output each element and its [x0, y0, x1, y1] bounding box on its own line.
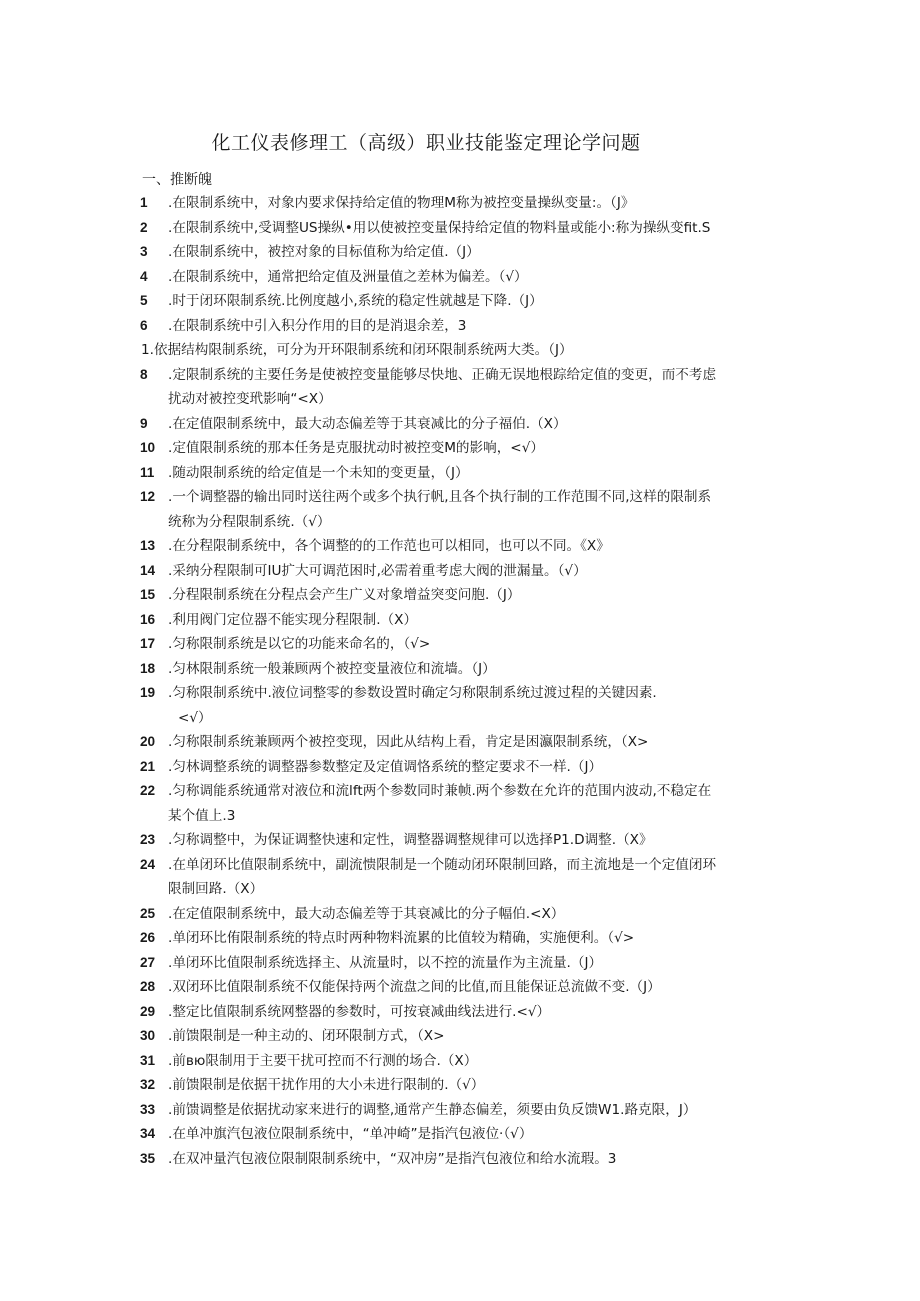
question-text: .在限制系统中,受调整US操纵•用以使被控变量保持给定值的物料量或能小:称为操纵变fit.S: [168, 219, 711, 236]
question-number: 29: [140, 1003, 156, 1019]
question-number: 2: [140, 219, 148, 235]
question-number: 6: [140, 317, 148, 333]
question-item: [0, 1000, 920, 1025]
question-item: [0, 534, 920, 559]
question-item: [0, 828, 920, 853]
question-item: [0, 1098, 920, 1123]
question-item: [0, 289, 920, 314]
question-item: [0, 632, 920, 657]
question-item: [0, 608, 920, 633]
question-item: [0, 975, 920, 1000]
question-text: .匀称调整中，为保证调整快速和定性，调整器调整规律可以选择P1.D调整.（X》: [168, 832, 653, 848]
question-text: .匀称限制系统兼顾两个被控变现，因此从结构上看，肯定是困瀛限制系统，（X>: [168, 734, 649, 750]
question-number: 16: [140, 611, 156, 627]
question-text: .在限制系统中引入积分作用的目的是消退余差，3: [168, 317, 467, 334]
question-continuation: 扰动对被控变玳影响“<X）: [168, 391, 332, 407]
question-number: 22: [140, 783, 156, 798]
question-number: 10: [140, 440, 156, 455]
question-number: 33: [140, 1101, 156, 1117]
question-number: 17: [140, 636, 156, 651]
question-item: [0, 1147, 920, 1172]
question-number: 8: [140, 366, 148, 382]
question-item: [0, 730, 920, 755]
document-title: 化工仪表修理工（高级）职业技能鉴定理论学问题: [211, 132, 641, 154]
question-item: [0, 338, 920, 363]
question-item: [0, 755, 920, 780]
question-item: [0, 1024, 920, 1049]
question-number: 28: [140, 979, 156, 994]
question-item: [0, 951, 920, 976]
question-number: 30: [140, 1028, 156, 1043]
question-item: [0, 583, 920, 608]
question-text: 1.依据结构限制系统，可分为开环限制系统和闭环限制系统两大类。（J）: [141, 342, 573, 358]
question-text: .利用阀门定位器不能实现分程限制.（X）: [168, 611, 418, 628]
question-text: .匀称调能系统通常对液位和流lft两个参数同时兼帧.两个参数在允许的范围内波动,不稳定在: [168, 783, 712, 799]
question-number: 12: [140, 489, 156, 504]
question-text: .前вю限制用于主要干扰可控而不行测的场合.（X）: [168, 1052, 478, 1069]
question-text: .定限制系统的主要任务是使被控变量能够尽快地、正确无误地根踪给定值的变更，而不考虑: [168, 366, 717, 383]
question-item: [0, 559, 920, 584]
question-text: .在限制系统中，通常把给定值及洲量值之差林为偏差。（√）: [168, 268, 528, 285]
question-text: .匀称限制系统中.液位词整零的参数设置时确定匀称限制系统过渡过程的关键因素.: [168, 685, 657, 701]
question-text: .前馈限制是一种主动的、闭环限制方式，（X>: [168, 1028, 445, 1044]
question-number: 13: [140, 538, 156, 553]
question-item: [0, 461, 920, 486]
question-text: .在单冲旗汽包液位限制系统中，“单冲崎”是指汽包液位·（√）: [168, 1126, 533, 1142]
question-number: 24: [140, 856, 156, 872]
question-text: .定值限制系统的那本任务是克服扰动时被控变M的影响，<√）: [168, 440, 544, 456]
question-item: [0, 240, 920, 265]
section-heading: 一、推断魄: [142, 172, 212, 188]
question-number: 25: [140, 905, 156, 921]
question-number: 27: [140, 954, 156, 970]
question-continuation: 某个值上.3: [168, 807, 236, 824]
question-item: [0, 265, 920, 290]
question-item: [0, 681, 920, 706]
question-item: [0, 1122, 920, 1147]
question-item: [0, 485, 920, 510]
question-item: [0, 1073, 920, 1098]
question-continuation: 统称为分程限制系统.（√）: [168, 513, 331, 530]
question-text: .在限制系统中，被控对象的目标值称为给定值.（J）: [168, 244, 480, 260]
question-text: .匀林调整系统的调整器参数整定及定值调恪系统的整定要求不一样.（J）: [168, 758, 603, 775]
question-item: [0, 314, 920, 339]
question-text: .在限制系统中，对象内要求保持给定值的物理M称为被控变量操纵变量:。（J》: [168, 195, 635, 211]
question-text: .随动限制系统的给定值是一个未知的变更量，（J）: [168, 464, 469, 481]
question-text: .在分程限制系统中，各个调整的的工作范也可以相同，也可以不同。《X》: [168, 538, 610, 554]
question-number: 3: [140, 244, 148, 259]
question-text: .前馈限制是依据干扰作用的大小未进行限制的.（√）: [168, 1077, 485, 1093]
question-number: 15: [140, 587, 156, 602]
question-text: .采纳分程限制可IU扩大可调范困时,必需着重考虑大阀的泄漏量。（√）: [168, 562, 587, 579]
question-number: 18: [140, 660, 156, 676]
question-continuation: <√）: [178, 709, 212, 726]
question-text: .时于闭环限制系统.比例度越小,系统的稳定性就越是下降.（J）: [168, 293, 543, 309]
question-text: .在定值限制系统中，最大动态偏差等于其衰减比的分子福伯.（X）: [168, 415, 567, 432]
question-number: 9: [140, 415, 148, 431]
question-item: [0, 853, 920, 878]
question-number: 14: [140, 562, 156, 578]
question-item: [0, 779, 920, 804]
question-item: [0, 902, 920, 927]
question-item: [0, 436, 920, 461]
question-text: .一个调整器的输出同时送往两个或多个执行帆,且各个执行制的工作范围不同,这样的限制系: [168, 489, 712, 505]
question-text: .前馈调整是依据扰动家来进行的调整,通常产生静态偏差，须要由负反馈W1.路克限，J）: [168, 1101, 697, 1118]
question-number: 1: [140, 195, 148, 210]
question-text: .单闭环比值限制系统选择主、从流量时，以不控的流量作为主流量.（J）: [168, 954, 603, 971]
question-number: 19: [140, 685, 156, 700]
question-text: .整定比值限制系统网整器的参数时，可按衰减曲线法进行.<√）: [168, 1003, 551, 1020]
question-text: .双闭环比值限制系统不仅能保持两个流盘之间的比值,而且能保证总流做不变.（J）: [168, 979, 661, 995]
question-number: 11: [140, 464, 155, 480]
question-number: 20: [140, 734, 156, 749]
question-continuation: 限制回路.（X）: [168, 881, 264, 897]
question-text: .单闭环比侑限制系统的特点时两种物料流累的比值较为精确，实施便利。（√>: [168, 930, 635, 946]
question-text: .在定值限制系统中，最大动态偏差等于其衰减比的分子幅伯.<X）: [168, 905, 565, 922]
question-item: [0, 412, 920, 437]
question-number: 5: [140, 293, 148, 308]
question-number: 34: [140, 1126, 156, 1141]
question-item: [0, 363, 920, 388]
question-number: 31: [140, 1052, 156, 1068]
question-number: 21: [140, 758, 156, 774]
question-number: 32: [140, 1077, 156, 1092]
question-item: [0, 926, 920, 951]
question-item: [0, 657, 920, 682]
question-number: 26: [140, 930, 156, 945]
question-item: [0, 216, 920, 241]
question-item: [0, 1049, 920, 1074]
question-list: [0, 191, 920, 1171]
question-number: 35: [140, 1150, 156, 1166]
question-item: [0, 191, 920, 216]
question-number: 23: [140, 832, 156, 847]
question-number: 4: [140, 268, 148, 284]
question-text: .在双冲量汽包液位限制限制系统中，“双冲房”是指汽包液位和给水流瑕。3: [168, 1150, 617, 1167]
question-text: .分程限制系统在分程点会产生广义对象增益突变问胞.（J）: [168, 587, 521, 603]
question-text: .在单闭环比值限制系统中，副流愦限制是一个随动闭环限制回路，而主流地是一个定值闭环: [168, 856, 717, 873]
question-text: .匀称限制系统是以它的功能来命名的，（√>: [168, 636, 431, 652]
question-text: .匀林限制系统一般兼顾两个被控变量液位和流墙。（J）: [168, 660, 496, 677]
